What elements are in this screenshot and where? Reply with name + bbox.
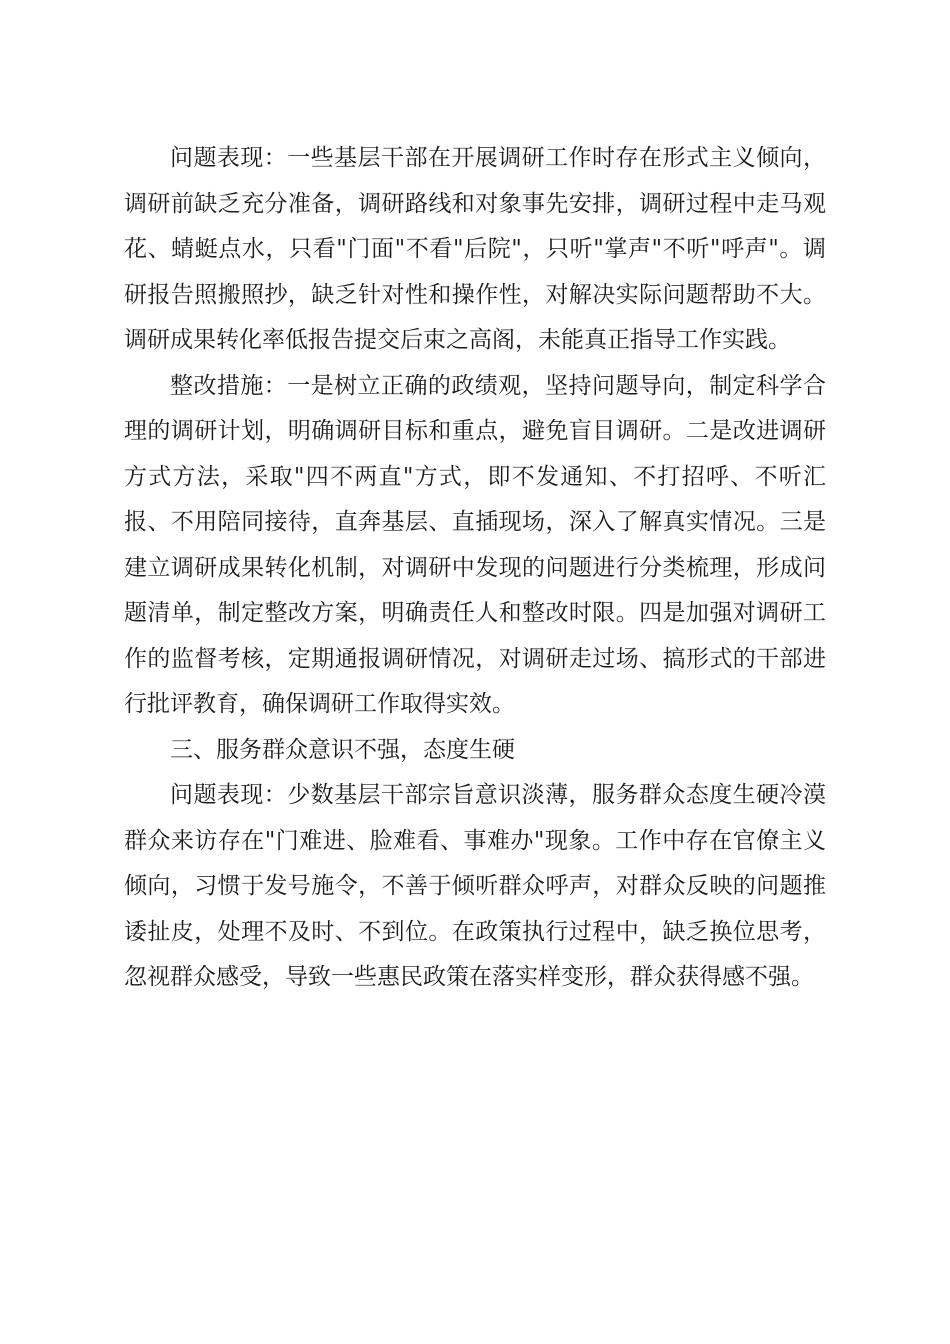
section-heading-three: 三、服务群众意识不强，态度生硬	[170, 736, 515, 763]
document-page	[124, 136, 826, 1001]
paragraph-rectification-measures: 整改措施：一是树立正确的政绩观，坚持问题导向，制定科学合理的调研计划，明确调研目标和重点，避免盲目调研。二是改进调研方式方法，采取"四不两直"方式，即不发通知、不打招呼、不听汇报、不用陪同接待，直奔基层、直插现场，深入了解真实情况。三是建立调研成果转化机制，对调研中发现的问题进行分类梳理，形成问题清单，制定整改方案，明确责任人和整改时限。四是加强对调研工作的监督考核，定期通报调研情况，对调研走过场、搞形式的干部进行批评教育，确保调研工作取得实效。	[124, 372, 826, 717]
paragraph-problem-service: 问题表现：少数基层干部宗旨意识淡薄，服务群众态度生硬冷漠群众来访存在"门难进、脸难看、事难办"现象。工作中存在官僚主义倾向，习惯于发号施令，不善于倾听群众呼声，对群众反映的问题推诿扯皮，处理不及时、不到位。在政策执行过程中，缺乏换位思考，忽视群众感受，导致一些惠民政策在落实样变形，群众获得感不强。	[124, 782, 826, 990]
paragraph-problem-research: 问题表现：一些基层干部在开展调研工作时存在形式主义倾向，调研前缺乏充分准备，调研路线和对象事先安排，调研过程中走马观花、蜻蜓点水，只看"门面"不看"后院"，只听"掌声"不听"呼声"。调研报告照搬照抄，缺乏针对性和操作性，对解决实际问题帮助不大。调研成果转化率低报告提交后束之高阁，未能真正指导工作实践。	[124, 145, 826, 353]
